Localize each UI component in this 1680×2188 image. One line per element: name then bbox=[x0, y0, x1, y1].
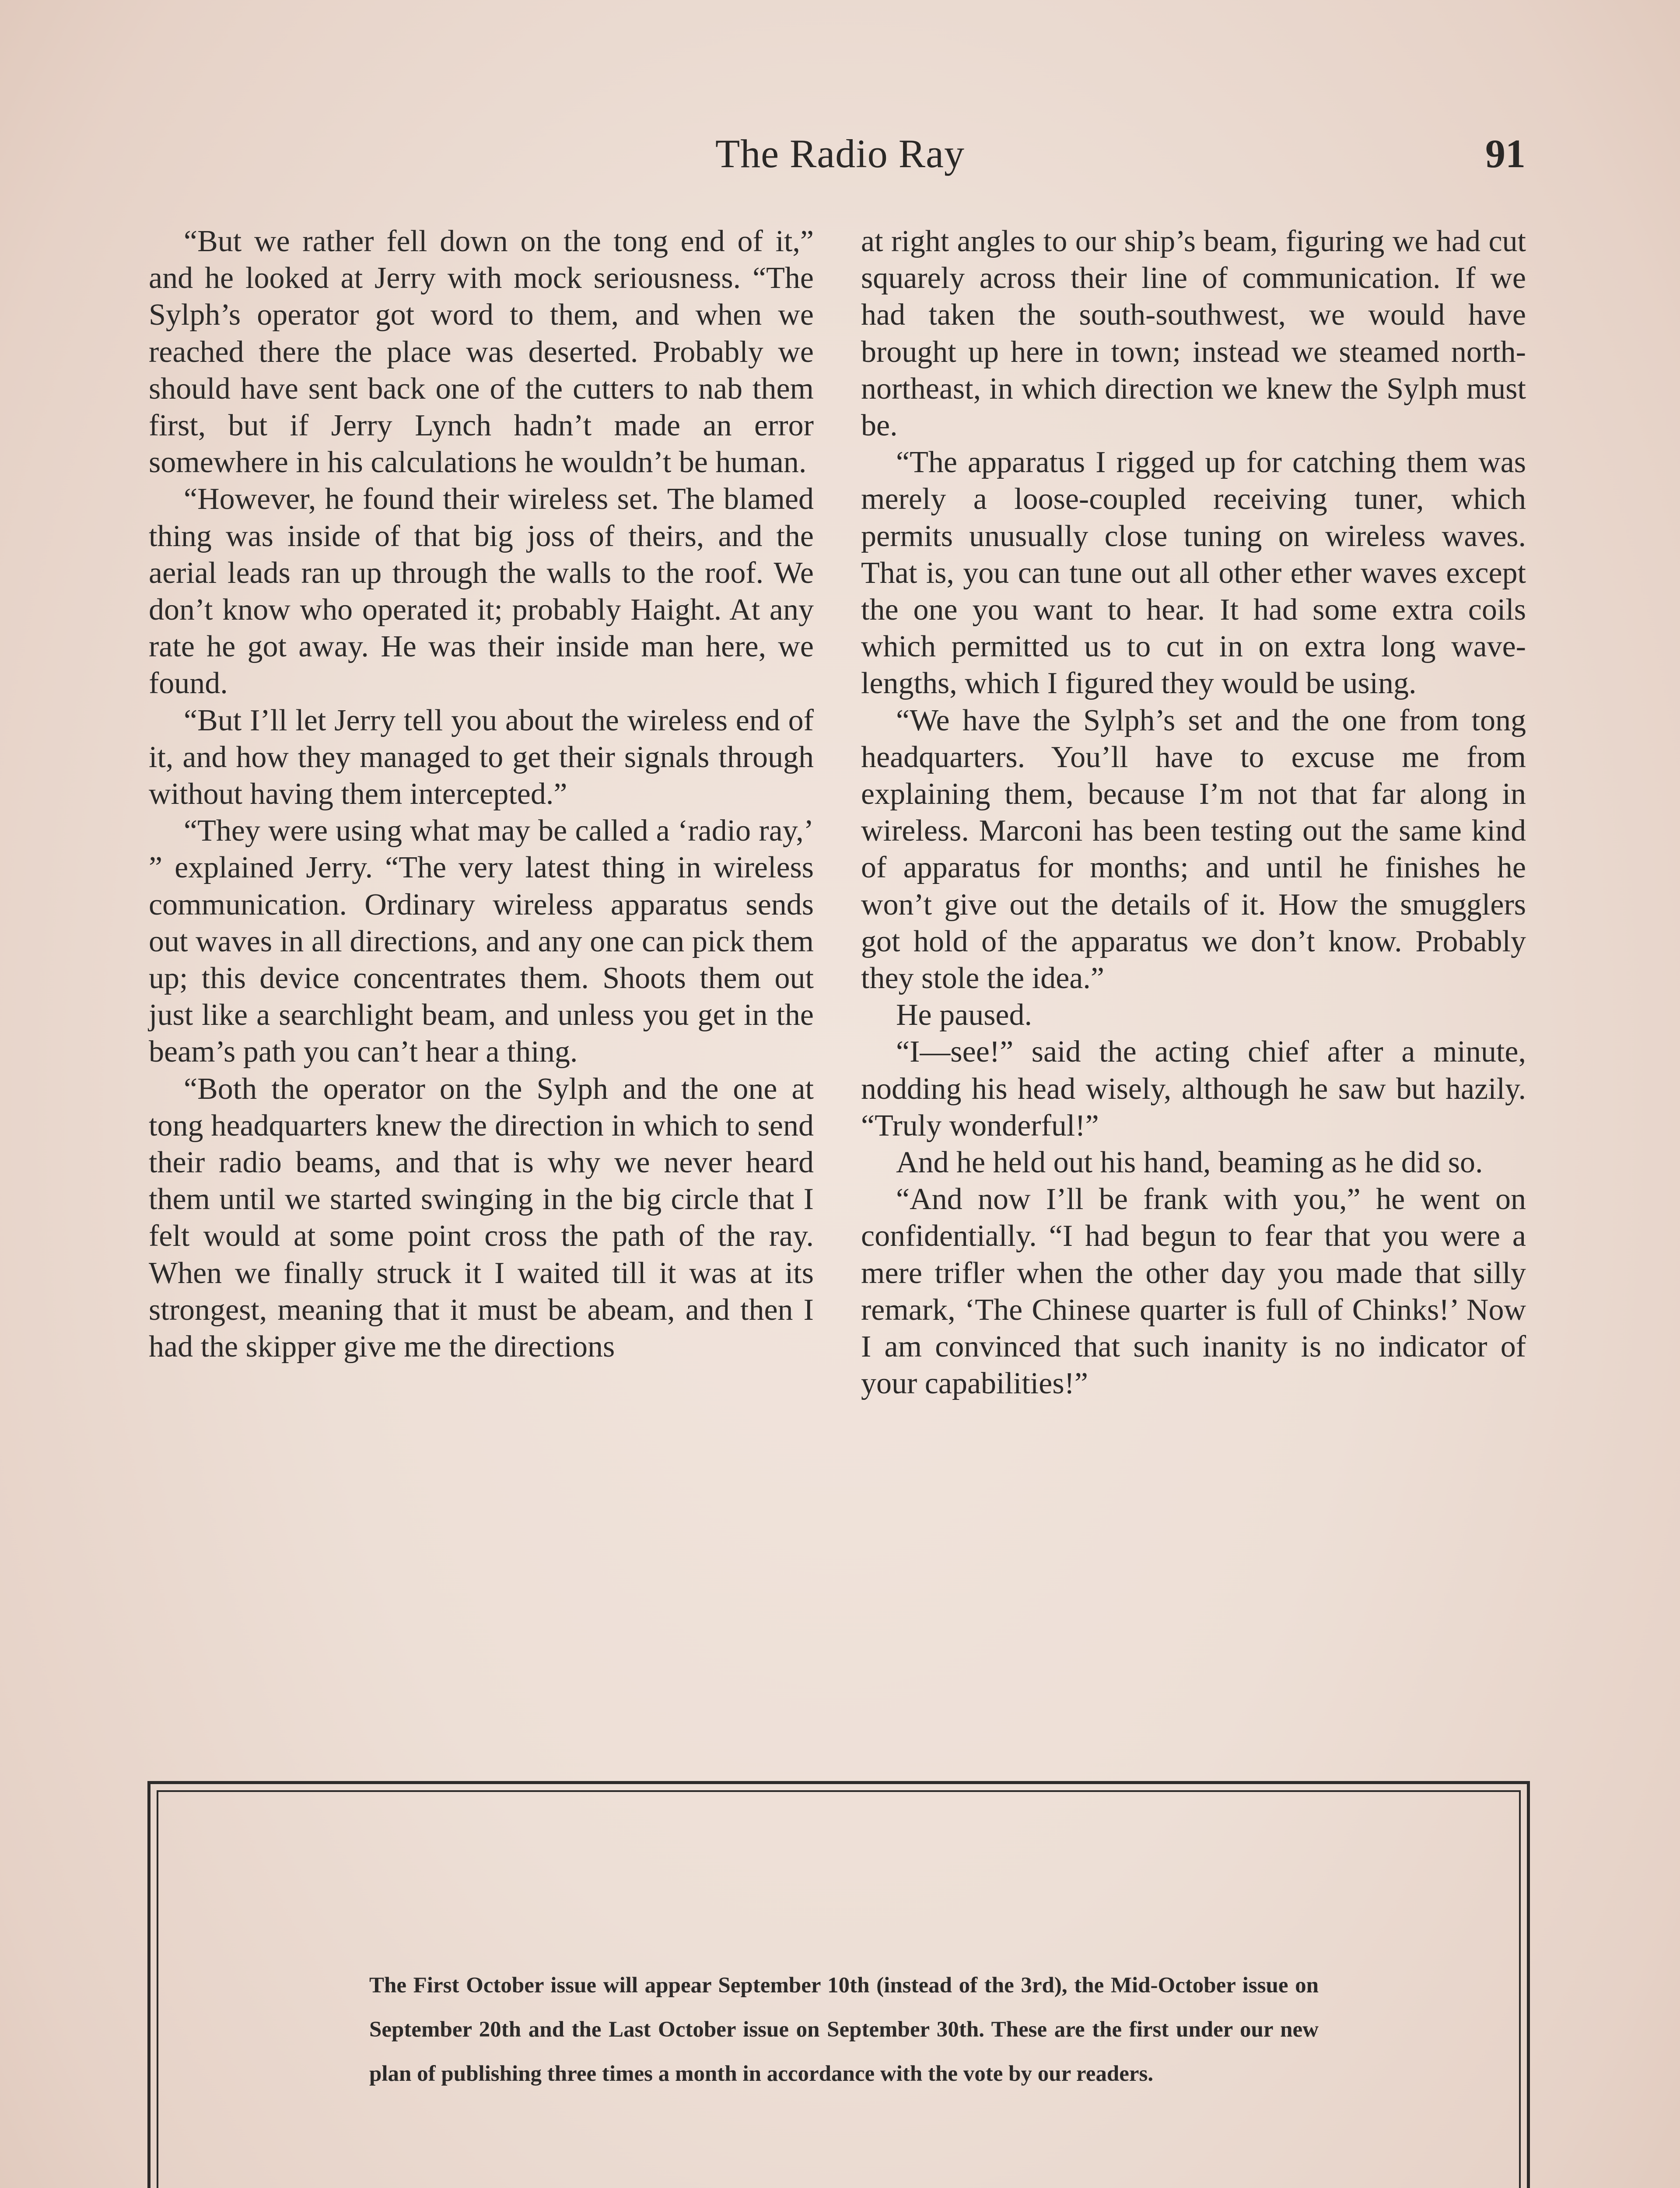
running-header-title: The Radio Ray bbox=[715, 131, 965, 176]
paragraph: He paused. bbox=[896, 998, 1032, 1032]
right-text-column bbox=[861, 223, 1526, 1403]
paragraph: “But I’ll let Jerry tell you about the wireless end of it, and how they managed to get their signals through without having them intercepted.” bbox=[149, 703, 814, 811]
left-text-column bbox=[149, 223, 814, 1365]
publishing-notice-box bbox=[147, 1781, 1530, 2188]
page-number: 91 bbox=[1485, 131, 1526, 176]
paragraph: “The apparatus I rigged up for catching them was merely a loose-coupled receiving tuner, which permits unusually close tuning on wireless waves. That is, you can tune out all other ether waves except the one you want to hear. It had some extra coils which permitted us to cut in on extra long wave-lengths, which I figured they would be using. bbox=[861, 445, 1526, 701]
paragraph: “And now I’ll be frank with you,” he went on confidentially. “I had begun to fear that you were a mere trifler when the other day you made that silly remark, ‘The Chinese quarter is full of Chinks!’ Now I am convinced that such inanity is no indicator of your capabilities!” bbox=[861, 1182, 1526, 1401]
paragraph: “They were using what may be called a ‘radio ray,’ ” explained Jerry. “The very latest thing in wireless communication. Ordinary wireless apparatus sends out waves in all directions, and any one can pick them up; this device concentrates them. Shoots them out just like a searchlight beam, and unless you get in the beam’s path you can’t hear a thing. bbox=[149, 814, 814, 1069]
paragraph: “We have the Sylph’s set and the one from tong headquarters. You’ll have to excuse me from explaining them, because I’m not that far along in wireless. Marconi has been testing out the same kind of apparatus for months; and until he finishes he won’t give out the details of it. How the smugglers got hold of the apparatus we don’t know. Probably they stole the idea.” bbox=[861, 703, 1526, 996]
paragraph: “Both the operator on the Sylph and the one at tong headquarters knew the direction in which to send their radio beams, and that is why we never heard them until we started swinging in the big circle that I felt would at some point cross the path of the ray. When we finally struck it I waited till it was at its strongest, meaning that it must be abeam, and then I had the skipper give me the directions bbox=[149, 1072, 814, 1364]
publishing-notice-text: The First October issue will appear September 10th (instead of the 3rd), the Mid-October issue on September 20th and the Last October issue on September 30th. These are the first under our new plan of publishing three times a month in accordance with the vote by our readers. bbox=[369, 1973, 1319, 2086]
paragraph: And he held out his hand, beaming as he did so. bbox=[896, 1146, 1483, 1180]
paragraph: “I—see!” said the acting chief after a minute, nodding his head wisely, although he saw but hazily. “Truly wonderful!” bbox=[861, 1035, 1526, 1143]
paragraph-continuation: at right angles to our ship’s beam, figuring we had cut squarely across their line of communication. If we had taken the south-southwest, we would have brought up here in town; instead we steamed north-northeast, in which direction we knew the Sylph must be. bbox=[861, 224, 1526, 443]
paragraph: “But we rather fell down on the tong end of it,” and he looked at Jerry with mock seriousness. “The Sylph’s operator got word to them, and when we reached there the place was deserted. Probably we should have sent back one of the cutters to nab them first, but if Jerry Lynch hadn’t made an error somewhere in his calculations he wouldn’t be human. bbox=[149, 224, 814, 480]
paragraph: “However, he found their wireless set. The blamed thing was inside of that big joss of theirs, and the aerial leads ran up through the walls to the roof. We don’t know who operated it; probably Haight. At any rate he got away. He was their inside man here, we found. bbox=[149, 482, 814, 701]
